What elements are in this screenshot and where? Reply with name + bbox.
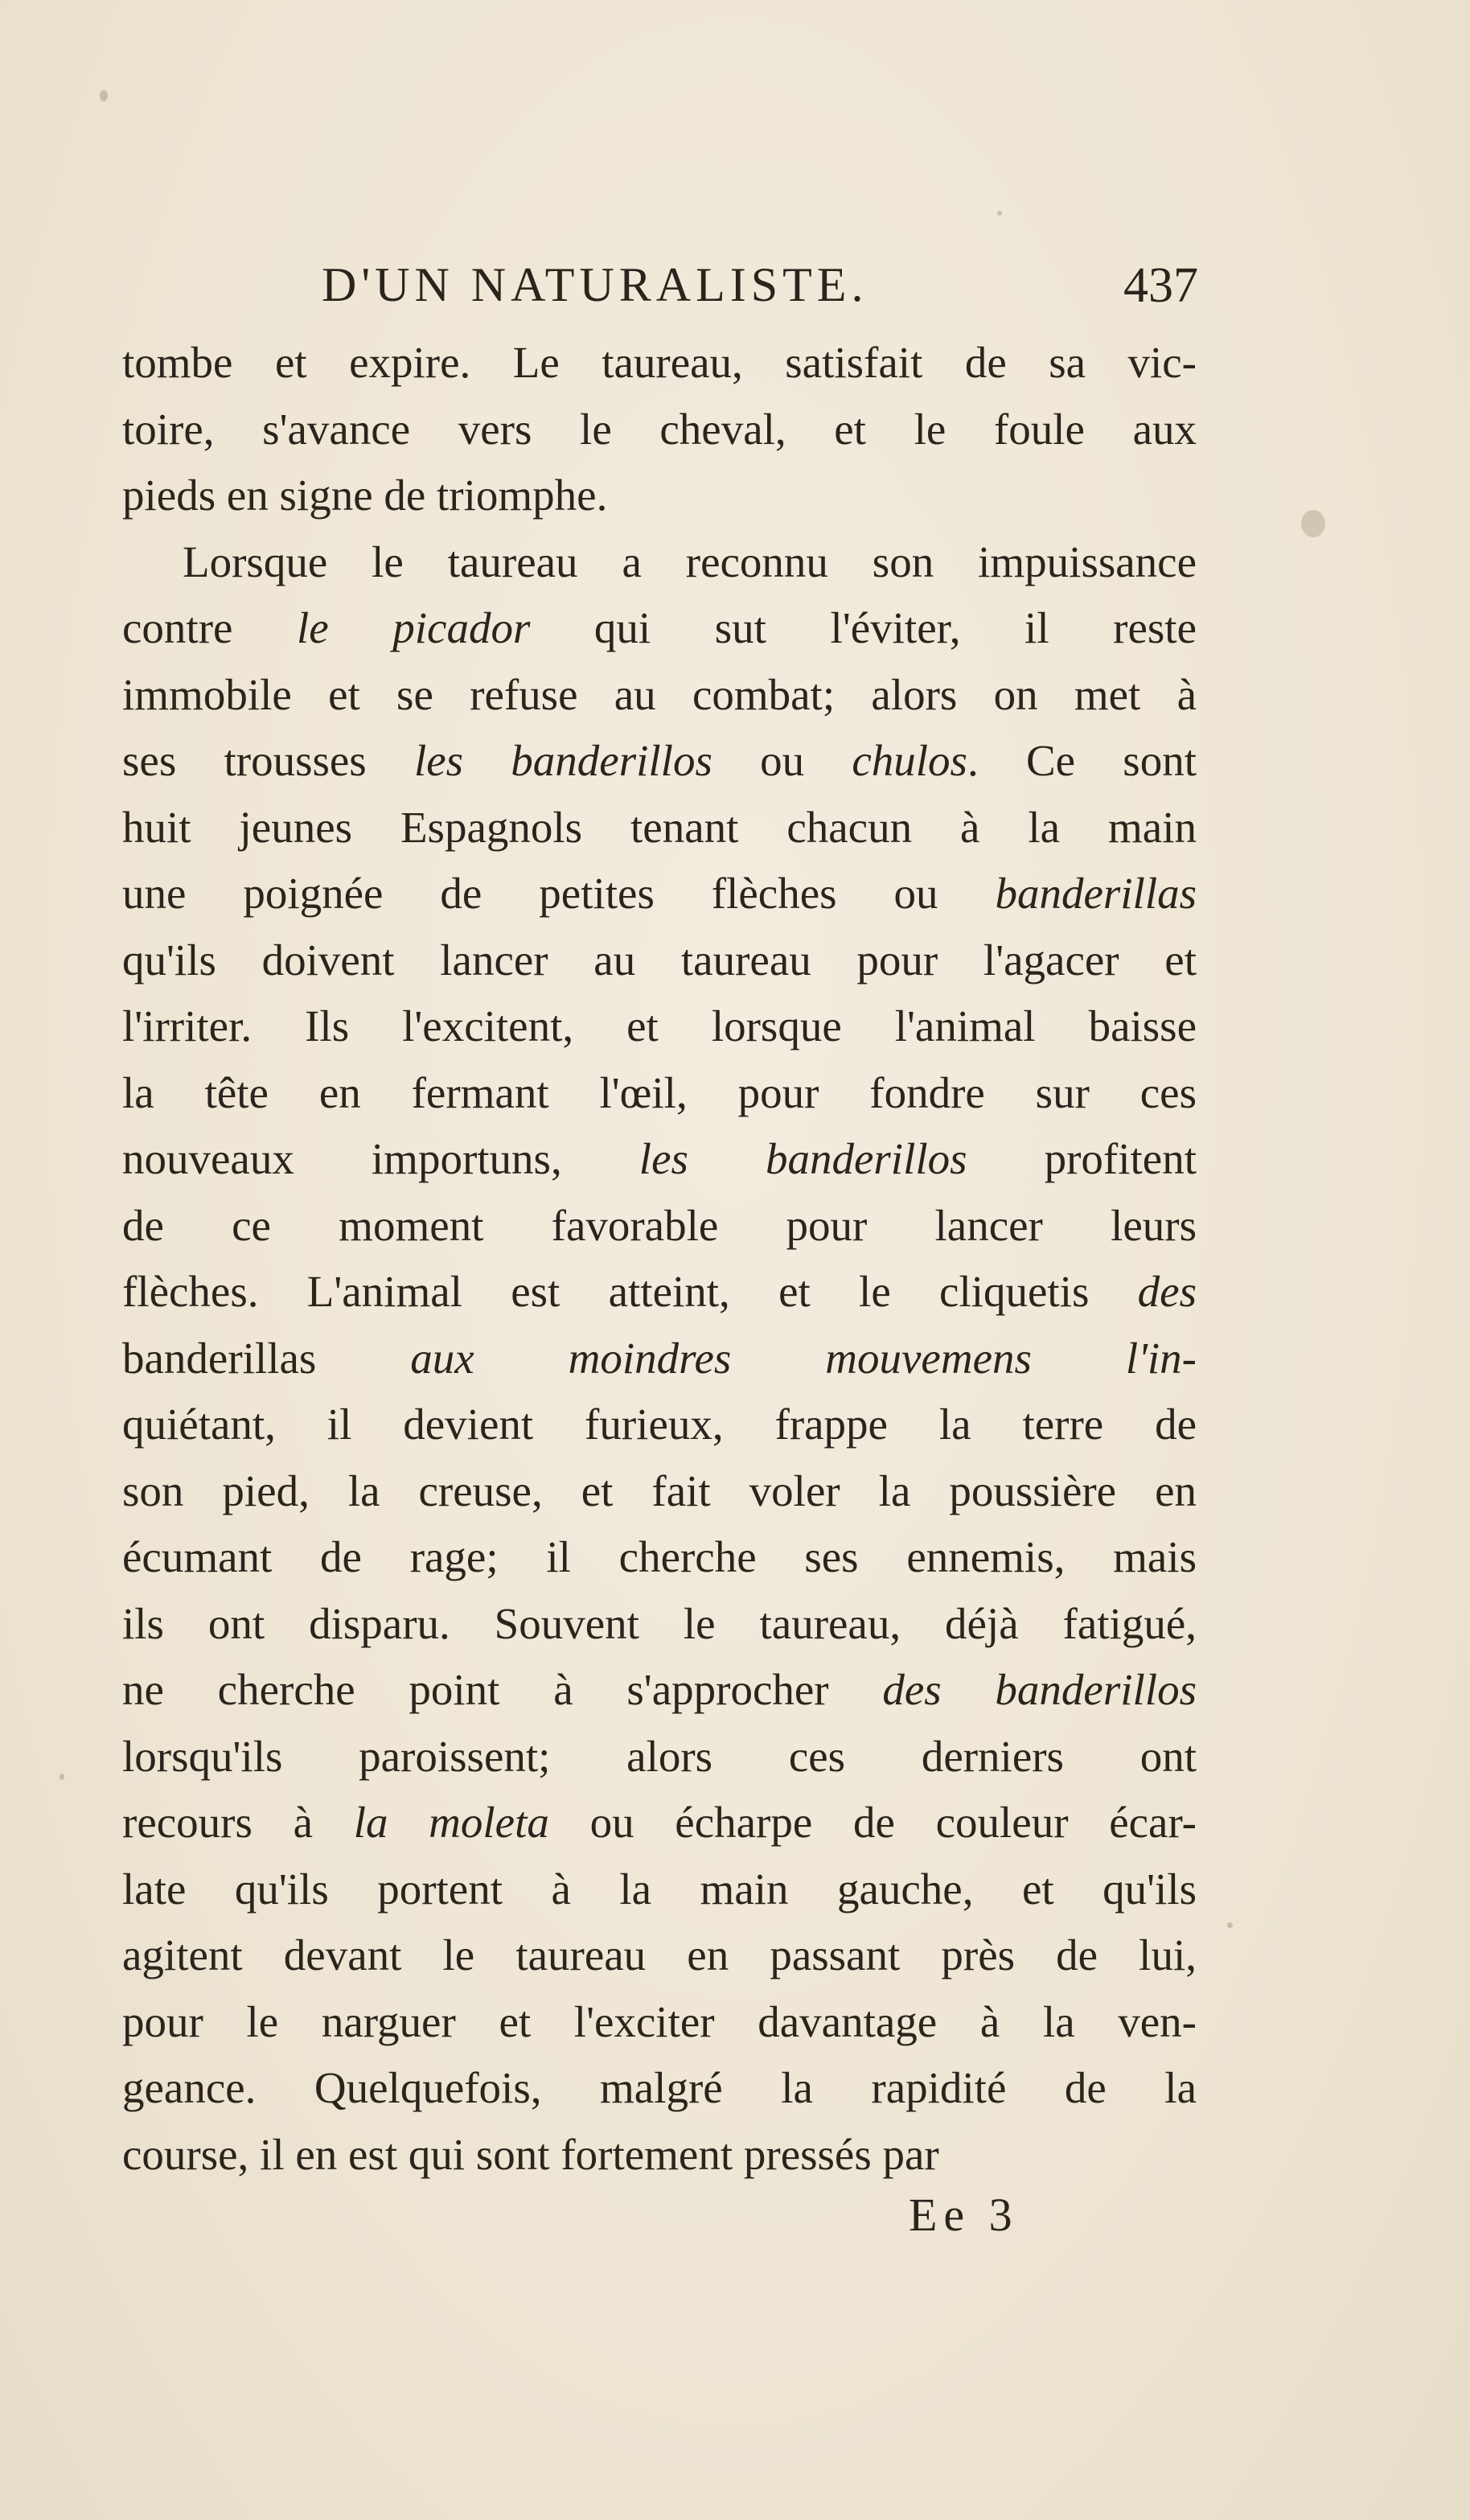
text-line: huit jeunes Espagnols tenant chacun à la main xyxy=(122,802,1197,852)
text-line: de ce moment favorable pour lancer leurs xyxy=(122,1200,1197,1250)
text-line: écumant de rage; il cherche ses ennemis, mais xyxy=(122,1532,1197,1581)
text-segment: profitent xyxy=(967,1134,1197,1183)
running-header xyxy=(121,257,1198,322)
text-segment: . Ce sont xyxy=(967,736,1197,785)
text-segment: nouveaux importuns, xyxy=(122,1134,639,1183)
text-line xyxy=(122,728,1197,795)
text-segment: ne cherche point à s'approcher xyxy=(122,1665,883,1714)
italic-term: le picador xyxy=(297,603,531,652)
text-line: ils ont disparu. Souvent le taureau, déjà fatigué, xyxy=(122,1598,1197,1648)
italic-term: chulos xyxy=(852,736,967,785)
text-line: son pied, la creuse, et fait voler la poussière en xyxy=(122,1466,1197,1515)
text-segment: ou xyxy=(712,736,852,785)
italic-term: aux moindres mouvemens l'in- xyxy=(316,1333,1197,1383)
text-segment: contre xyxy=(122,603,297,652)
paper-speck xyxy=(60,1774,64,1780)
text-line: agitent devant le taureau en passant près de lui, xyxy=(122,1930,1197,1979)
paper-speck xyxy=(1227,1922,1233,1928)
text-line: quiétant, il devient furieux, frappe la terre de xyxy=(122,1400,1197,1449)
text-line xyxy=(122,1259,1197,1326)
text-line: Lorsque le taureau a reconnu son impuissance xyxy=(183,536,1197,586)
text-line: late qu'ils portent à la main gauche, et qu'ils xyxy=(122,1864,1197,1914)
text-line: lorsqu'ils paroissent; alors ces derniers ont xyxy=(122,1731,1197,1781)
text-segment: ses trousses xyxy=(122,736,414,785)
text-line xyxy=(122,595,1197,662)
text-line xyxy=(122,1657,1197,1724)
text-segment: recours à xyxy=(122,1798,354,1847)
italic-term: des xyxy=(1137,1267,1197,1316)
text-segment: flèches. L'animal est atteint, et le cliquetis xyxy=(122,1267,1138,1316)
text-line: la tête en fermant l'œil, pour fondre sur ces xyxy=(122,1067,1197,1117)
text-line xyxy=(122,861,1197,927)
text-segment: banderillas xyxy=(122,1333,317,1383)
signature-mark: Ee 3 xyxy=(909,2189,1019,2241)
paper-speck xyxy=(997,211,1002,216)
paper-speck xyxy=(1301,510,1325,537)
text-line: pour le narguer et l'exciter davantage à la ven- xyxy=(122,1996,1197,2046)
text-segment: qui sut l'éviter, il reste xyxy=(530,603,1197,652)
text-line xyxy=(122,1126,1197,1193)
page-number: 437 xyxy=(1123,258,1198,313)
text-line: pieds en signe de triomphe. xyxy=(122,471,608,520)
italic-term: les banderillos xyxy=(639,1134,967,1183)
italic-term: des banderillos xyxy=(882,1665,1197,1714)
italic-term: les banderillos xyxy=(413,736,712,785)
text-line: qu'ils doivent lancer au taureau pour l'agacer et xyxy=(122,935,1197,985)
text-line: immobile et se refuse au combat; alors on met à xyxy=(122,669,1197,719)
text-line: toire, s'avance vers le cheval, et le foule aux xyxy=(122,404,1197,454)
paper-speck xyxy=(100,90,108,101)
text-line: course, il en est qui sont fortement pressés par xyxy=(122,2129,939,2179)
text-line xyxy=(122,1326,1197,1392)
italic-term: la moleta xyxy=(353,1798,549,1847)
running-title: D'UN NATURALISTE. xyxy=(322,258,868,311)
body-text xyxy=(122,330,1197,2188)
text-segment: ou écharpe de couleur écar- xyxy=(548,1798,1197,1847)
text-line: tombe et expire. Le taureau, satisfait de sa vic- xyxy=(122,338,1197,387)
text-line: l'irriter. Ils l'excitent, et lorsque l'animal baisse xyxy=(122,1001,1197,1050)
italic-term: banderillas xyxy=(995,869,1197,918)
text-segment: une poignée de petites flèches ou xyxy=(122,869,996,918)
text-line xyxy=(122,1790,1197,1856)
text-line: geance. Quelquefois, malgré la rapidité de la xyxy=(122,2063,1197,2112)
